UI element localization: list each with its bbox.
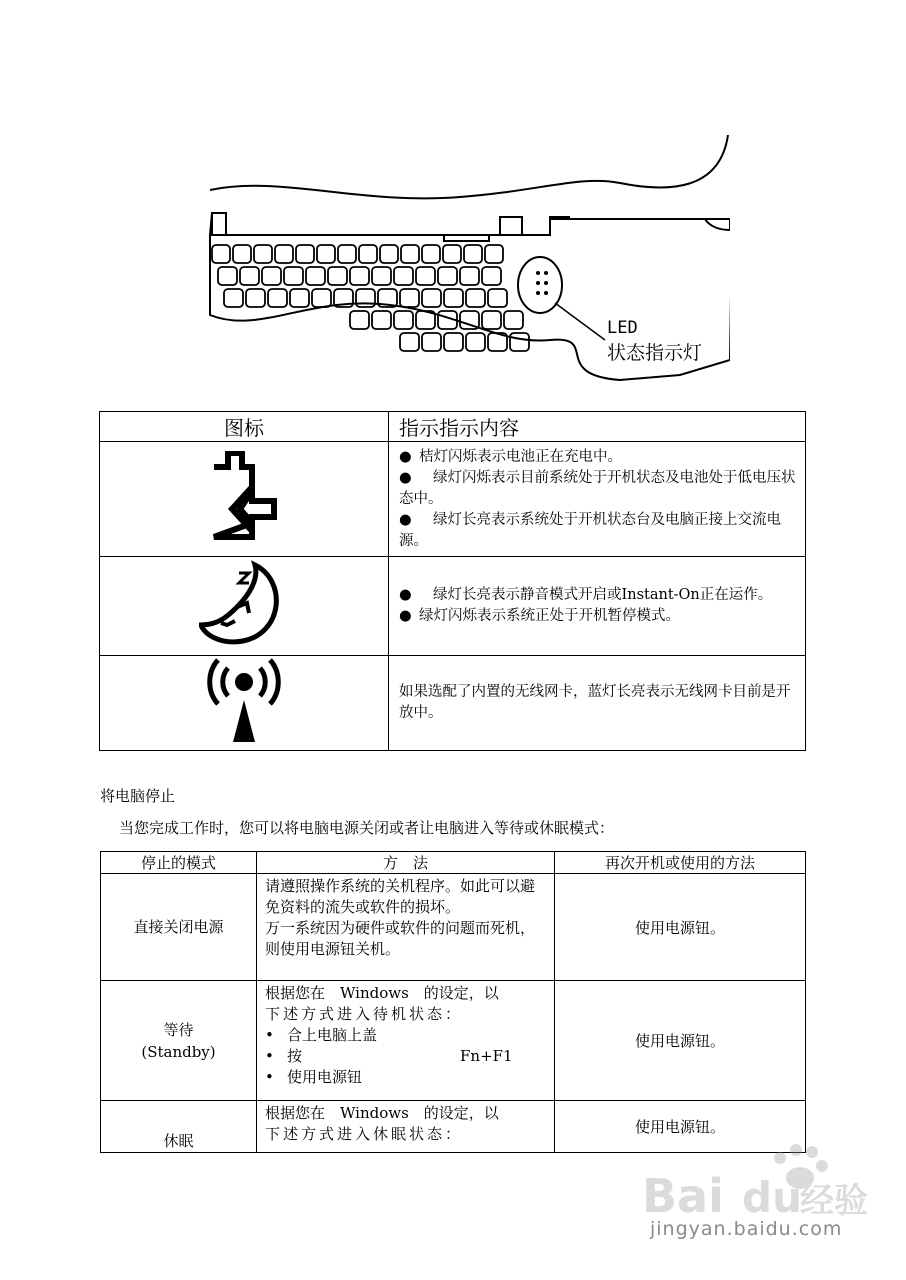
list-item: • 使用电源钮 xyxy=(265,1068,363,1086)
icon-column-header: 图标 xyxy=(100,412,389,442)
svg-text:Bai: Bai xyxy=(642,1169,724,1223)
keyboard-key xyxy=(233,245,251,263)
stop-modes-table xyxy=(100,851,806,1153)
mode-name: 等待 xyxy=(163,1020,194,1039)
description-cell xyxy=(389,557,806,656)
keyboard-key xyxy=(400,289,419,307)
method-paragraph: 万一系统因为硬件或软件的问题而死机，则使用电源钮关机。 xyxy=(265,919,536,958)
sleep-moon-icon xyxy=(199,559,289,649)
led-status-table xyxy=(99,411,806,751)
keyboard-key xyxy=(443,245,461,263)
keyboard-key xyxy=(485,245,503,263)
svg-text:du: du xyxy=(742,1173,802,1222)
keyboard-key xyxy=(422,333,441,351)
restart-cell: 使用电源钮。 xyxy=(555,981,806,1101)
keyboard-key xyxy=(240,267,259,285)
keyboard-key xyxy=(401,245,419,263)
keyboard-key xyxy=(359,245,377,263)
keyboard-key xyxy=(350,267,369,285)
keyboard-key xyxy=(372,311,391,329)
keyboard-key xyxy=(466,333,485,351)
svg-text:经验: 经验 xyxy=(800,1181,868,1221)
keyboard-key xyxy=(510,333,529,351)
keyboard-key xyxy=(262,267,281,285)
table-row xyxy=(100,557,806,656)
keyboard-key xyxy=(422,289,441,307)
keyboard-key xyxy=(380,245,398,263)
icon-cell xyxy=(100,656,389,751)
keyboard-key xyxy=(400,333,419,351)
description-cell: 如果选配了内置的无线网卡，蓝灯长亮表示无线网卡目前是开放中。 xyxy=(389,656,806,751)
method-intro: 根据您在 Windows 的设定，以 xyxy=(265,1104,499,1122)
mode-cell: 直接关闭电源 xyxy=(101,874,257,981)
keyboard-key xyxy=(438,267,457,285)
table-header-row xyxy=(100,412,806,442)
keyboard-key xyxy=(284,267,303,285)
description-cell xyxy=(389,442,806,557)
method-cell xyxy=(257,874,555,981)
keyboard-key xyxy=(290,289,309,307)
restart-column-header: 再次开机或使用的方法 xyxy=(555,852,806,874)
keyboard-key xyxy=(275,245,293,263)
table-row xyxy=(100,442,806,557)
keyboard-key xyxy=(268,289,287,307)
description-line: ● 绿灯闪烁表示目前系统处于开机状态及电池处于低电压状态中。 xyxy=(399,469,796,507)
keyboard-key xyxy=(488,289,507,307)
table-row xyxy=(101,874,806,981)
description-line: ● 绿灯闪烁表示系统正处于开机暂停模式。 xyxy=(399,608,680,624)
mode-english-name: (Standby) xyxy=(141,1042,216,1061)
keyboard-key xyxy=(394,267,413,285)
description-line: ● 绿灯长亮表示系统处于开机状态台及电脑正接上交流电源。 xyxy=(399,511,781,549)
battery-charging-icon xyxy=(204,451,284,543)
description-column-header: 指示指示内容 xyxy=(389,412,806,442)
led-label-text: LED xyxy=(607,318,638,338)
list-item: • 合上电脑上盖 xyxy=(265,1026,378,1044)
keyboard-key xyxy=(224,289,243,307)
method-cell xyxy=(257,981,555,1101)
table-header-row xyxy=(101,852,806,874)
mode-cell: 休眠 xyxy=(101,1101,257,1153)
keyboard-key xyxy=(218,267,237,285)
keyboard-key xyxy=(394,311,413,329)
section-intro-text: 当您完成工作时，您可以将电脑电源关闭或者让电脑进入等待或休眠模式： xyxy=(119,819,615,837)
keyboard-key xyxy=(212,245,230,263)
keyboard-key xyxy=(460,267,479,285)
led-status-label-text: 状态指示灯 xyxy=(607,342,703,364)
method-intro: 根据您在 Windows 的设定，以 xyxy=(265,984,499,1002)
keyboard-key xyxy=(482,311,501,329)
keyboard-key xyxy=(504,311,523,329)
keyboard-key xyxy=(416,267,435,285)
keyboard-key xyxy=(422,245,440,263)
method-cell xyxy=(257,1101,555,1153)
keyboard-key xyxy=(466,289,485,307)
keyboard-key xyxy=(444,333,463,351)
method-intro: 下述方式进入待机状态： xyxy=(265,1005,464,1023)
method-column-header: 方 法 xyxy=(257,852,555,874)
keyboard-key xyxy=(254,245,272,263)
description-line: ● 桔灯闪烁表示电池正在充电中。 xyxy=(399,448,622,465)
keyboard-key xyxy=(312,289,331,307)
keyboard-key xyxy=(350,311,369,329)
keyboard-key xyxy=(296,245,314,263)
mode-column-header: 停止的模式 xyxy=(101,852,257,874)
section-heading: 将电脑停止 xyxy=(100,787,176,805)
keyboard-key xyxy=(372,267,391,285)
keyboard-key xyxy=(317,245,335,263)
icon-cell xyxy=(100,442,389,557)
keyboard-key xyxy=(444,289,463,307)
keyboard-key xyxy=(464,245,482,263)
restart-cell: 使用电源钮。 xyxy=(555,874,806,981)
mode-cell xyxy=(101,981,257,1101)
keyboard-key xyxy=(328,267,347,285)
table-row xyxy=(101,981,806,1101)
keyboard-key xyxy=(246,289,265,307)
keyboard-key xyxy=(482,267,501,285)
description-line: ● 绿灯长亮表示静音模式开启或Instant-On正在运作。 xyxy=(399,587,773,603)
wireless-antenna-icon xyxy=(199,656,289,746)
watermark-url: jingyan.baidu.com xyxy=(650,1218,843,1240)
keyboard-key xyxy=(306,267,325,285)
method-intro: 下述方式进入休眠状态： xyxy=(265,1125,464,1143)
restart-cell: 使用电源钮。 xyxy=(555,1101,806,1153)
icon-cell xyxy=(100,557,389,656)
method-paragraph: 请遵照操作系统的关机程序。如此可以避免资料的流失或软件的损坏。 xyxy=(265,877,536,916)
table-row xyxy=(100,656,806,751)
key-combo: Fn+F1 xyxy=(460,1047,513,1065)
keyboard-key xyxy=(338,245,356,263)
list-item: • 按 Fn+F1 xyxy=(265,1047,513,1065)
